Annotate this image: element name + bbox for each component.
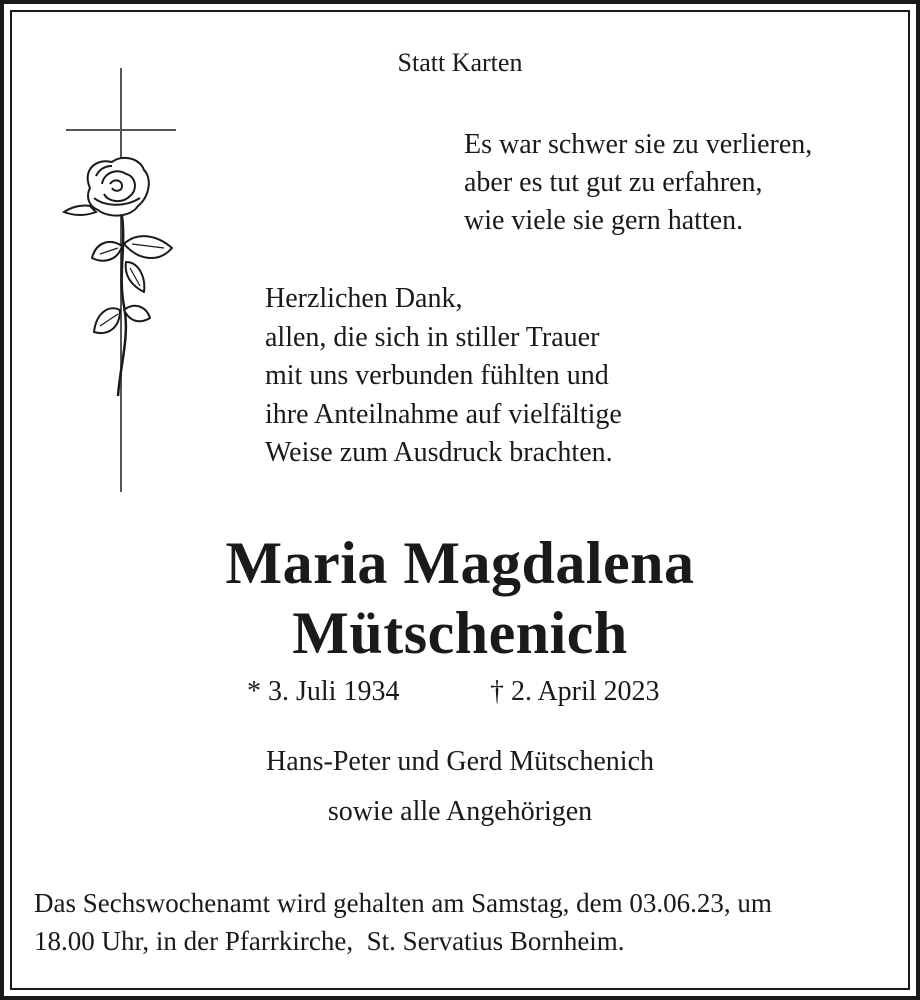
death-date: † 2. April 2023 — [490, 676, 660, 707]
service-line: 18.00 Uhr, in der Pfarrkirche, St. Servatius Bornheim. — [34, 926, 625, 956]
deceased-surname: Mütschenich — [292, 600, 628, 666]
heading-text: Statt Karten — [397, 48, 523, 77]
deceased-given-names: Maria Magdalena — [225, 530, 695, 596]
thanks-line: Herzlichen Dank, — [265, 283, 463, 314]
birth-date: * 3. Juli 1934 — [247, 676, 400, 707]
quote-line: aber es tut gut zu erfahren, — [464, 167, 763, 198]
thanks-line: Weise zum Ausdruck brachten. — [265, 437, 613, 468]
mourners-others: sowie alle Angehörigen — [327, 796, 593, 827]
deceased-name — [0, 528, 920, 668]
memorial-quote — [464, 126, 812, 240]
thanks-line: ihre Anteilnahme auf vielfältige — [265, 398, 622, 430]
service-line: Das Sechswochenamt wird gehalten am Samstag, dem 03.06.23, um — [34, 888, 772, 918]
quote-line: Es war schwer sie zu verlieren, — [464, 129, 813, 160]
thanks-line: allen, die sich in stiller Trauer — [265, 321, 600, 353]
quote-line: wie viele sie gern hatten. — [464, 205, 744, 236]
service-announcement — [34, 884, 772, 960]
thanks-message — [265, 280, 622, 473]
thanks-line: mit uns verbunden fühlten und — [265, 360, 609, 391]
mourners-names: Hans-Peter und Gerd Mütschenich — [265, 746, 654, 777]
cross-with-rose-icon — [60, 66, 184, 496]
